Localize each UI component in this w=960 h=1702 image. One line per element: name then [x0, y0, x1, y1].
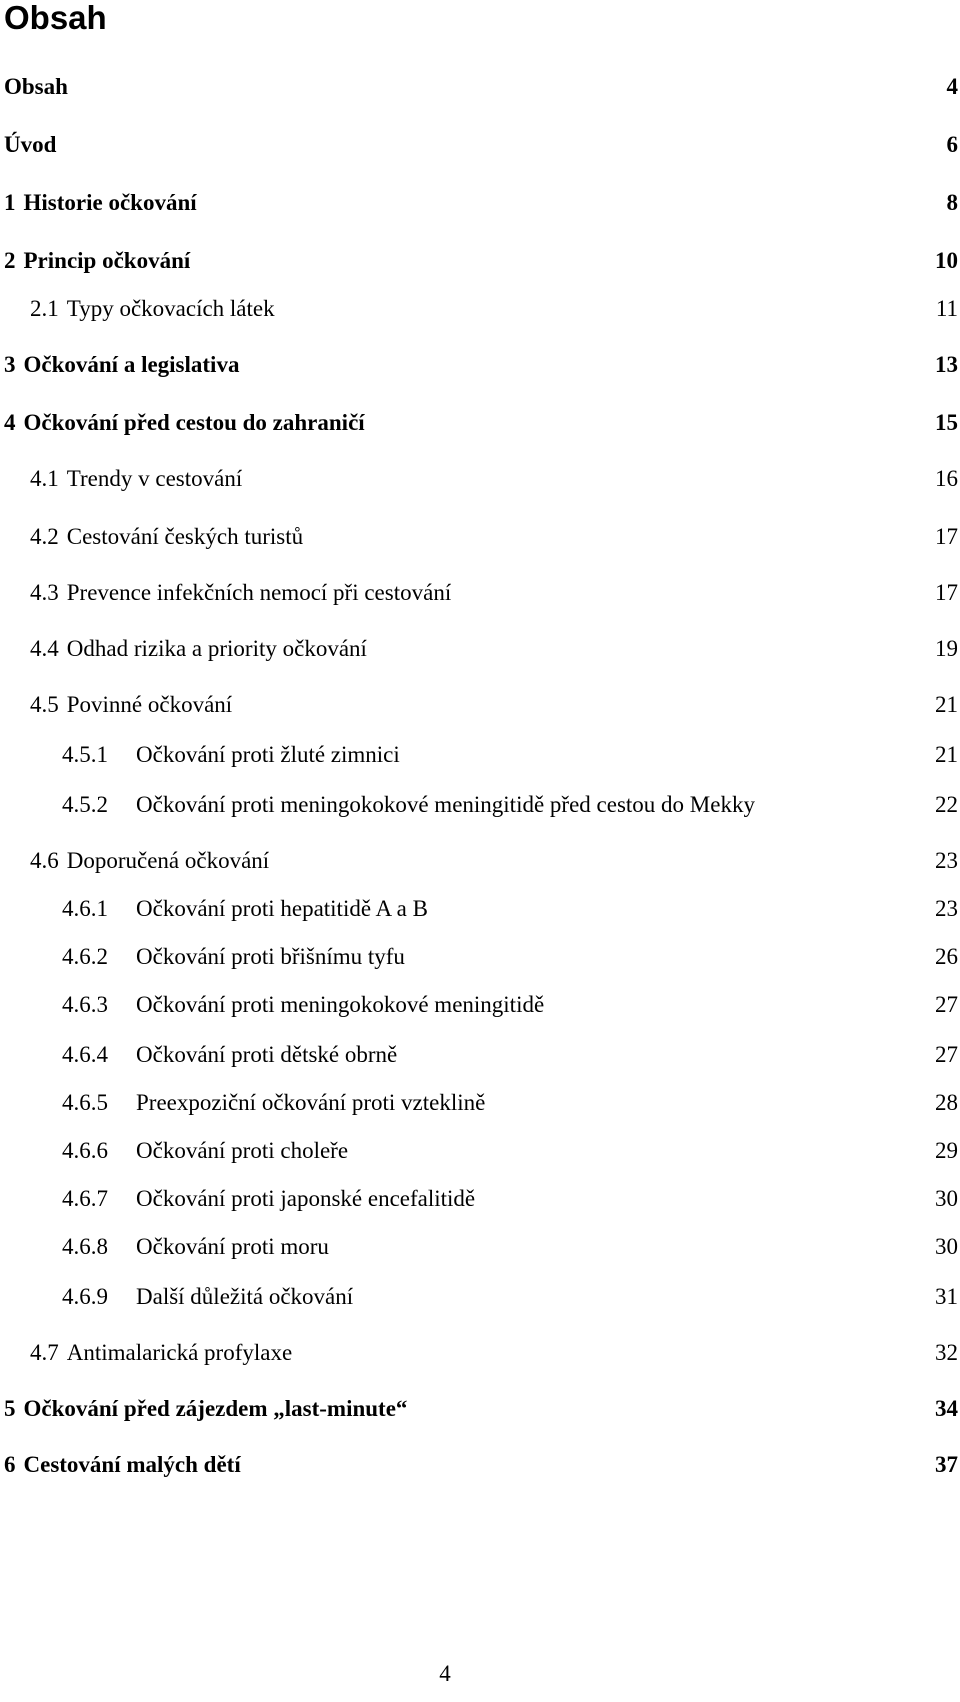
toc-entry-number: 4.6.2 — [62, 944, 108, 969]
toc-entry-page: 15 — [935, 410, 958, 435]
toc-entry-title: Očkování proti břišnímu tyfu — [136, 944, 405, 969]
toc-entry-number: 4.6.3 — [62, 992, 108, 1017]
toc-entry-title: Očkování před cestou do zahraničí — [23, 410, 365, 435]
toc-entry-number: 4.6.9 — [62, 1284, 108, 1309]
toc-entry-page: 34 — [935, 1396, 958, 1421]
toc-entry-page: 10 — [935, 248, 958, 273]
toc-entry-title: Očkování proti moru — [136, 1234, 329, 1259]
toc-entry-page: 23 — [935, 896, 958, 921]
toc-entry-number: 4.6.1 — [62, 896, 108, 921]
toc-entry-page: 26 — [935, 944, 958, 969]
toc-entry-number: 6 — [4, 1452, 16, 1477]
toc-entry-page: 21 — [935, 692, 958, 717]
toc-entry-number: 4.6.4 — [62, 1042, 108, 1067]
toc-entry-title: Očkování proti žluté zimnici — [136, 742, 400, 767]
toc-entry-page: 31 — [935, 1284, 958, 1309]
toc-entry-number: 4.6.7 — [62, 1186, 108, 1211]
toc-entry[interactable] — [62, 1184, 958, 1214]
toc-entry[interactable] — [4, 72, 958, 102]
toc-entry-title: Typy očkovacích látek — [66, 296, 275, 321]
toc-entry[interactable] — [30, 846, 958, 876]
toc-entry-title: Princip očkování — [23, 248, 191, 273]
toc-entry-page: 32 — [935, 1340, 958, 1365]
toc-entry-page: 29 — [935, 1138, 958, 1163]
toc-entry[interactable] — [4, 408, 958, 438]
toc-entry-page: 27 — [935, 1042, 958, 1067]
toc-entry-number: 4.6.8 — [62, 1234, 108, 1259]
toc-entry[interactable] — [62, 894, 958, 924]
toc-entry[interactable] — [30, 1338, 958, 1368]
toc-entry[interactable] — [4, 350, 958, 380]
toc-entry-number: 5 — [4, 1396, 16, 1421]
toc-entry[interactable] — [62, 1040, 958, 1070]
page-title: Obsah — [4, 0, 107, 36]
toc-entry-number: 4.3 — [30, 580, 59, 605]
toc-entry[interactable] — [4, 1450, 958, 1480]
toc-entry-number: 4.1 — [30, 466, 59, 491]
toc-entry[interactable] — [62, 1136, 958, 1166]
toc-entry-number: 4.4 — [30, 636, 59, 661]
toc-entry-title: Cestování malých dětí — [23, 1452, 241, 1477]
toc-entry-title: Očkování a legislativa — [23, 352, 240, 377]
toc-entry-title: Doporučená očkování — [66, 848, 270, 873]
toc-entry-page: 8 — [946, 190, 958, 215]
toc-entry-title: Očkování před zájezdem „last-minute“ — [23, 1396, 408, 1421]
toc-entry-page: 6 — [946, 132, 958, 157]
toc-entry[interactable] — [62, 1088, 958, 1118]
toc-entry-page: 22 — [935, 792, 958, 817]
toc-entry-title: Očkování proti dětské obrně — [136, 1042, 398, 1067]
toc-entry[interactable] — [4, 1394, 958, 1424]
toc-entry-title: Odhad rizika a priority očkování — [66, 636, 367, 661]
toc-entry-title: Trendy v cestování — [66, 466, 243, 491]
toc-entry-title: Očkování proti meningokokové meningitidě — [136, 992, 545, 1017]
toc-entry-title: Očkování proti choleře — [136, 1138, 349, 1163]
toc-entry-page: 17 — [935, 524, 958, 549]
toc-entry-page: 30 — [935, 1186, 958, 1211]
toc-entry-number: 4.5 — [30, 692, 59, 717]
toc-entry[interactable] — [4, 130, 958, 160]
toc-entry-page: 19 — [935, 636, 958, 661]
toc-entry[interactable] — [62, 790, 958, 820]
toc-entry-title: Očkování proti japonské encefalitidě — [136, 1186, 476, 1211]
toc-entry[interactable] — [30, 464, 958, 494]
toc-entry-number: 4.5.2 — [62, 792, 108, 817]
toc-entry[interactable] — [4, 188, 958, 218]
toc-entry-number: 4.7 — [30, 1340, 59, 1365]
toc-entry-number: 4.2 — [30, 524, 59, 549]
toc-entry-number: 4.6.6 — [62, 1138, 108, 1163]
toc-entry-page: 30 — [935, 1234, 958, 1259]
toc-entry[interactable] — [62, 942, 958, 972]
toc-entry[interactable] — [62, 990, 958, 1020]
toc-entry-page: 37 — [935, 1452, 958, 1477]
toc-entry-number: 2 — [4, 248, 16, 273]
toc-entry-title: Historie očkování — [23, 190, 197, 215]
toc-entry-number: 2.1 — [30, 296, 59, 321]
toc-entry-title: Očkování proti meningokokové meningitidě před cestou do Mekky — [136, 792, 755, 817]
toc-entry-page: 11 — [935, 296, 958, 321]
toc-entry-page: 23 — [935, 848, 958, 873]
toc-entry-page: 16 — [935, 466, 958, 491]
toc-entry-title: Obsah — [4, 74, 68, 99]
page-number: 4 — [439, 1661, 451, 1686]
toc-entry-number: 4 — [4, 410, 16, 435]
toc-entry-title: Antimalarická profylaxe — [66, 1340, 293, 1365]
toc-entry[interactable] — [30, 522, 958, 552]
toc-entry-page: 13 — [935, 352, 958, 377]
toc-entry-number: 4.6.5 — [62, 1090, 108, 1115]
toc-entry[interactable] — [30, 294, 958, 324]
toc-entry-number: 4.5.1 — [62, 742, 108, 767]
toc-entry-title: Povinné očkování — [66, 692, 233, 717]
toc-entry-page: 17 — [935, 580, 958, 605]
toc-entry-number: 3 — [4, 352, 16, 377]
toc-entry-page: 28 — [935, 1090, 958, 1115]
toc-entry[interactable] — [4, 246, 958, 276]
toc-entry[interactable] — [62, 740, 958, 770]
toc-entry-title: Očkování proti hepatitidě A a B — [136, 896, 428, 921]
toc-entry-page: 27 — [935, 992, 958, 1017]
toc-entry-title: Preexpoziční očkování proti vzteklině — [136, 1090, 486, 1115]
toc-entry-title: Další důležitá očkování — [136, 1284, 354, 1309]
toc-entry-number: 1 — [4, 190, 16, 215]
toc-entry-title: Cestování českých turistů — [66, 524, 304, 549]
toc-entry[interactable] — [30, 690, 958, 720]
toc-entry-number: 4.6 — [30, 848, 59, 873]
toc-entry-title: Úvod — [4, 132, 57, 157]
toc-entry[interactable] — [62, 1282, 958, 1312]
toc-entry[interactable] — [30, 578, 958, 608]
toc-entry-page: 4 — [946, 74, 958, 99]
toc-entry[interactable] — [30, 634, 958, 664]
toc-entry[interactable] — [62, 1232, 958, 1262]
toc-entry-page: 21 — [935, 742, 958, 767]
toc-entry-title: Prevence infekčních nemocí při cestování — [66, 580, 452, 605]
